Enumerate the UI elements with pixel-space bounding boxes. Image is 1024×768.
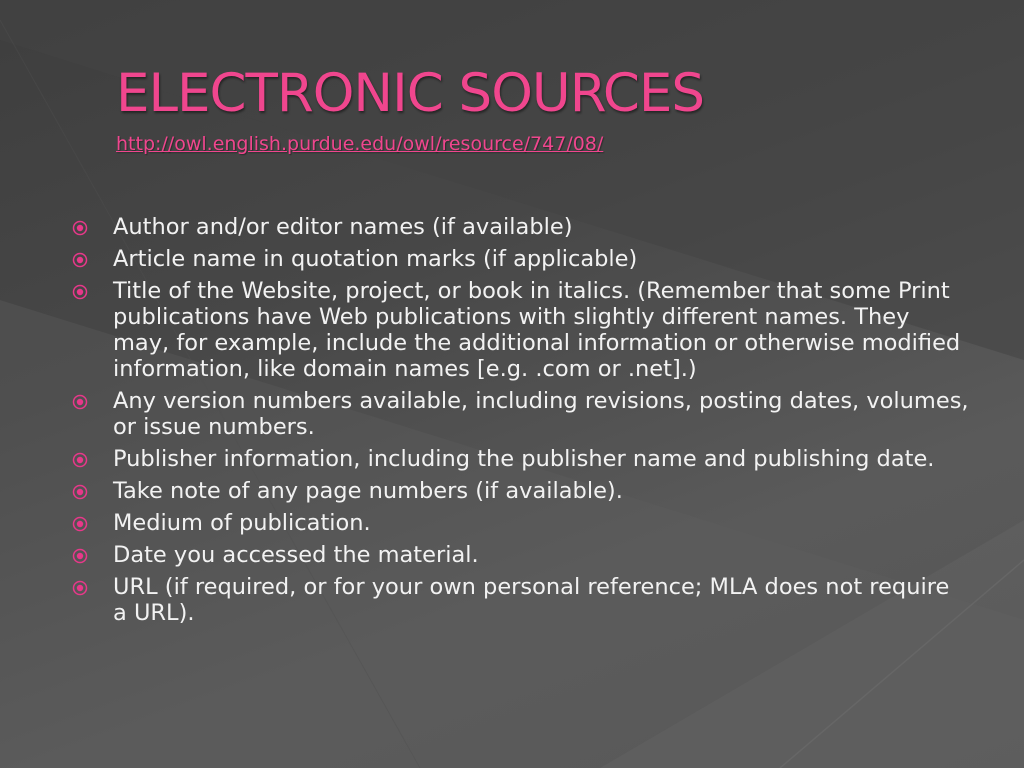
circled-dot-icon [72, 284, 88, 300]
bullet-text: Article name in quotation marks (if applicable) [113, 246, 638, 272]
circled-dot-icon [72, 252, 88, 268]
circled-dot-icon [72, 484, 88, 500]
list-item [70, 214, 970, 240]
list-item [70, 446, 970, 472]
bullet-text: Any version numbers available, including revisions, posting dates, volumes, or issue numbers. [113, 388, 969, 440]
circled-dot-icon [72, 548, 88, 564]
bullet-text: Take note of any page numbers (if available). [113, 478, 623, 504]
list-item [70, 388, 970, 440]
circled-dot-icon [72, 580, 88, 596]
source-url-link[interactable]: http://owl.english.purdue.edu/owl/resource/747/08/ [116, 133, 604, 155]
bullet-text: Title of the Website, project, or book in italics. (Remember that some Print publications have Web publications with slightly different names. They may, for example, include the additional information or otherwise modified information, like domain names [e.g. .com or .net].) [113, 278, 961, 382]
list-item [70, 542, 970, 568]
bullet-text: Date you accessed the material. [113, 542, 479, 568]
list-item [70, 278, 970, 382]
bullet-text: Author and/or editor names (if available) [113, 214, 573, 240]
circled-dot-icon [72, 516, 88, 532]
bullet-list [70, 214, 970, 632]
list-item [70, 574, 970, 626]
list-item [70, 246, 970, 272]
slide-title: ELECTRONIC SOURCES [116, 63, 705, 124]
circled-dot-icon [72, 394, 88, 410]
circled-dot-icon [72, 452, 88, 468]
circled-dot-icon [72, 220, 88, 236]
bullet-text: Publisher information, including the publisher name and publishing date. [113, 446, 935, 472]
bullet-text: Medium of publication. [113, 510, 371, 536]
list-item [70, 510, 970, 536]
list-item [70, 478, 970, 504]
bullet-text: URL (if required, or for your own personal reference; MLA does not require a URL). [113, 574, 950, 626]
